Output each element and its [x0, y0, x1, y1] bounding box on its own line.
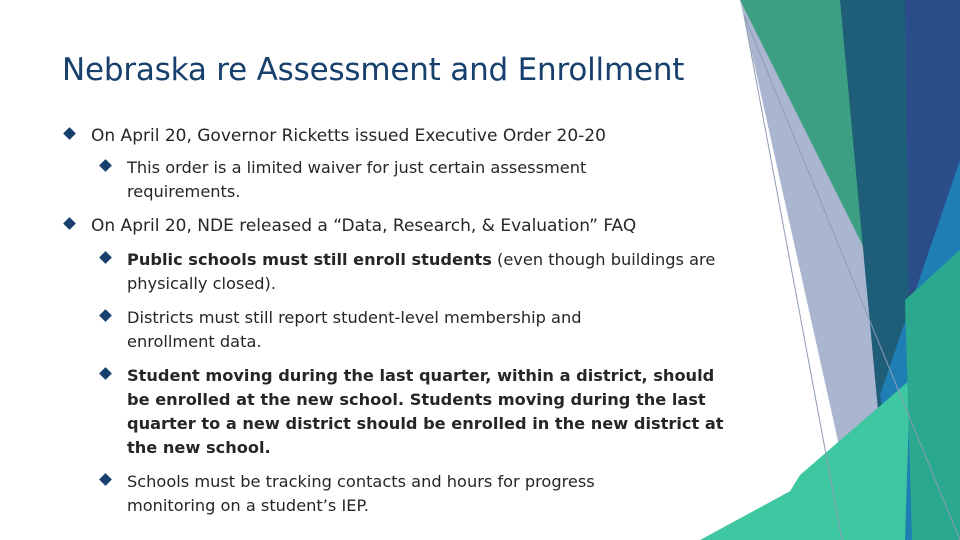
- bullet-diamond-icon: [99, 309, 112, 322]
- subbullet-report-membership: [99, 306, 659, 354]
- subbullet-limited-waiver: [99, 156, 659, 204]
- subbullet-text: [127, 248, 719, 296]
- bullet-diamond-icon: [99, 367, 112, 380]
- deco-bottom-triangle: [700, 475, 820, 540]
- deco-teal-corner: [905, 250, 960, 540]
- subbullet-text: Schools must be tracking contacts and hours for progress monitoring on a student’s IEP.: [127, 472, 595, 515]
- subbullet-enroll-students: [99, 248, 719, 296]
- bullet-diamond-icon: [99, 473, 112, 486]
- subbullet-text: Student moving during the last quarter, within a district, should be enrolled at the new school. Students moving during the last quarter to a new district should be enrolled in the new district at the new school.: [127, 366, 724, 457]
- subbullet-tracking-contacts: [99, 470, 659, 518]
- bullet-text: On April 20, NDE released a “Data, Research, & Evaluation” FAQ: [91, 216, 637, 236]
- bullet-executive-order: [63, 124, 703, 148]
- bullet-diamond-icon: [99, 159, 112, 172]
- bullet-nde-faq: [63, 214, 723, 238]
- bullet-text: On April 20, Governor Ricketts issued Executive Order 20-20: [91, 126, 606, 146]
- subbullet-bold-text: Public schools must still enroll students: [127, 250, 492, 269]
- slide-title: Nebraska re Assessment and Enrollment: [62, 52, 685, 88]
- bullet-diamond-icon: [99, 251, 112, 264]
- subbullet-student-moving: [99, 364, 729, 460]
- bullet-diamond-icon: [63, 127, 76, 140]
- subbullet-text: This order is a limited waiver for just certain assessment requirements.: [127, 158, 587, 201]
- bullet-diamond-icon: [63, 217, 76, 230]
- subbullet-rest-text: (even though buildings are physically closed).: [127, 250, 716, 293]
- subbullet-text: Districts must still report student-level membership and enrollment data.: [127, 308, 582, 351]
